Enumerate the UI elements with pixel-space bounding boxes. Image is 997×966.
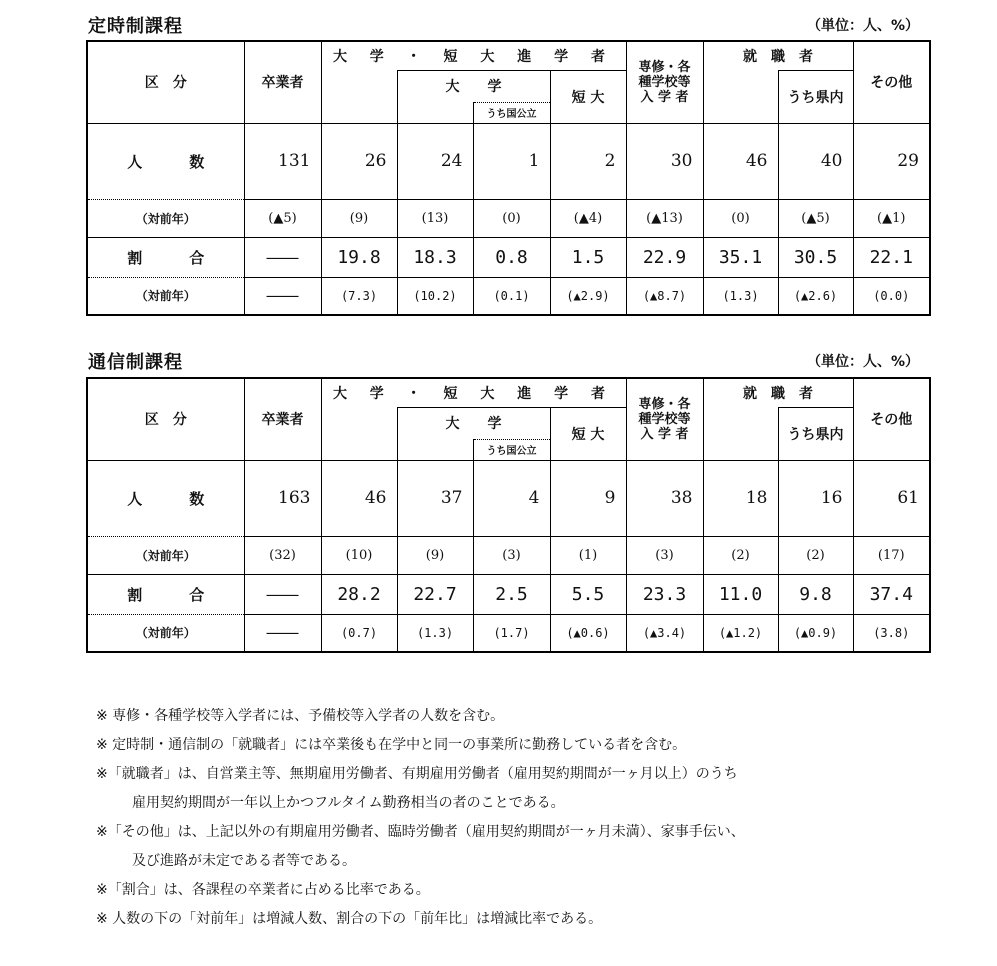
header-sonota: その他 [853,41,930,123]
cell-value: 9 [550,460,626,536]
note-item-continued: 雇用契約期間が一年以上かつフルタイム勤務相当の者のことである。 [132,795,565,811]
cell-value: 37 [397,460,473,536]
header-blank-total [321,407,397,460]
cell-diff: (13) [397,199,473,237]
row-label-ninzu: 人 数 [87,123,244,199]
cell-dash: ―― [244,574,321,614]
header-sonota: その他 [853,378,930,460]
header-kokkoritsu: うち国公立 [473,102,550,123]
cell-diff: (2) [778,536,853,574]
note-item: ※ 人数の下の「対前年」は増減人数、割合の下の「前年比」は増減比率である。 [96,911,603,927]
header-kubun: 区 分 [87,41,244,123]
cell-diff: (▲5) [778,199,853,237]
cell-value: 131 [244,123,321,199]
cell-diff: (▲2.9) [550,277,626,315]
cell-value: 19.8 [321,237,397,277]
header-senshu: 専修・各 種学校等 入 学 者 [626,378,703,460]
cell-diff: (▲8.7) [626,277,703,315]
note-item: ※「割合」は、各課程の卒業者に占める比率である。 [96,882,430,898]
cell-value: 23.3 [626,574,703,614]
row-label-taizennen: （対前年） [87,614,244,652]
section-title-tsushin: 通信制課程 [88,352,183,373]
cell-value: 30.5 [778,237,853,277]
header-sotsugyo: 卒業者 [244,378,321,460]
cell-diff: (0.0) [853,277,930,315]
cell-value: 9.8 [778,574,853,614]
cell-value: 5.5 [550,574,626,614]
header-blank-shushoku [703,70,778,123]
cell-diff: (3.8) [853,614,930,652]
cell-value: 0.8 [473,237,550,277]
cell-value: 30 [626,123,703,199]
cell-diff: (▲0.9) [778,614,853,652]
row-label-taizennen: （対前年） [87,199,244,237]
cell-diff: (1.3) [397,614,473,652]
cell-diff: (0.1) [473,277,550,315]
cell-diff: (▲3.4) [626,614,703,652]
cell-value: 11.0 [703,574,778,614]
unit-label-tsushin: （単位：人、%） [806,354,919,370]
cell-value: 18.3 [397,237,473,277]
cell-diff: (▲1) [853,199,930,237]
cell-value: 29 [853,123,930,199]
cell-value: 1 [473,123,550,199]
cell-diff: (▲2.6) [778,277,853,315]
row-label-wariai: 割 合 [87,574,244,614]
cell-diff: (▲0.6) [550,614,626,652]
cell-diff: (▲5) [244,199,321,237]
cell-diff: (10.2) [397,277,473,315]
header-tandai: 短 大 [550,70,626,123]
note-item: ※ 専修・各種学校等入学者には、予備校等入学者の人数を含む。 [96,708,505,724]
note-item-continued: 及び進路が未定である者等である。 [132,853,356,869]
cell-diff: (3) [473,536,550,574]
header-sotsugyo: 卒業者 [244,41,321,123]
cell-value: 1.5 [550,237,626,277]
header-daigaku-tandai: 大 学 ・ 短 大 進 学 者 [321,41,626,70]
note-item: ※ 定時制・通信制の「就職者」には卒業後も在学中と同一の事業所に勤務している者を含む。 [96,737,687,753]
row-label-taizennen: （対前年） [87,536,244,574]
cell-diff: (1.3) [703,277,778,315]
header-kennai: うち県内 [778,407,853,460]
header-kubun: 区 分 [87,378,244,460]
header-kokkoritsu: うち国公立 [473,439,550,460]
cell-diff: (▲13) [626,199,703,237]
header-senshu: 専修・各 種学校等 入 学 者 [626,41,703,123]
header-blank-daigaku [397,439,473,460]
header-blank-shushoku [703,407,778,460]
cell-value: 37.4 [853,574,930,614]
cell-diff: (1) [550,536,626,574]
cell-dash: ―― [244,237,321,277]
cell-dash: ―― [244,277,321,315]
header-shushoku: 就 職 者 [703,41,853,70]
cell-diff: (9) [397,536,473,574]
cell-value: 2.5 [473,574,550,614]
cell-value: 163 [244,460,321,536]
cell-value: 26 [321,123,397,199]
cell-value: 16 [778,460,853,536]
cell-diff: (0) [473,199,550,237]
unit-label-teiji: （単位：人、%） [806,18,919,34]
header-blank-total [321,70,397,123]
footnotes [96,702,936,934]
row-label-ninzu: 人 数 [87,460,244,536]
cell-diff: (3) [626,536,703,574]
header-daigaku: 大 学 [397,407,550,439]
cell-diff: (0) [703,199,778,237]
cell-value: 40 [778,123,853,199]
note-item: ※「その他」は、上記以外の有期雇用労働者、臨時労働者（雇用契約期間が一ヶ月未満）、家事手伝い、 [96,824,745,840]
cell-value: 4 [473,460,550,536]
cell-diff: (9) [321,199,397,237]
cell-diff: (2) [703,536,778,574]
cell-value: 2 [550,123,626,199]
cell-diff: (▲4) [550,199,626,237]
cell-value: 22.9 [626,237,703,277]
header-daigaku: 大 学 [397,70,550,102]
table-tsushin [86,377,931,653]
cell-value: 24 [397,123,473,199]
cell-diff: (17) [853,536,930,574]
header-daigaku-tandai: 大 学 ・ 短 大 進 学 者 [321,378,626,407]
table-teiji [86,40,931,316]
cell-dash: ―― [244,614,321,652]
cell-diff: (10) [321,536,397,574]
cell-value: 61 [853,460,930,536]
cell-value: 35.1 [703,237,778,277]
cell-value: 22.7 [397,574,473,614]
cell-diff: (0.7) [321,614,397,652]
note-item: ※「就職者」は、自営業主等、無期雇用労働者、有期雇用労働者（雇用契約期間が一ヶ月以上）のうち [96,766,738,782]
cell-diff: (1.7) [473,614,550,652]
header-blank-daigaku [397,102,473,123]
header-shushoku: 就 職 者 [703,378,853,407]
cell-value: 28.2 [321,574,397,614]
cell-diff: (▲1.2) [703,614,778,652]
cell-diff: (7.3) [321,277,397,315]
cell-value: 46 [321,460,397,536]
header-kennai: うち県内 [778,70,853,123]
cell-diff: (32) [244,536,321,574]
row-label-taizennen: （対前年） [87,277,244,315]
row-label-wariai: 割 合 [87,237,244,277]
cell-value: 38 [626,460,703,536]
cell-value: 22.1 [853,237,930,277]
cell-value: 18 [703,460,778,536]
cell-value: 46 [703,123,778,199]
header-tandai: 短 大 [550,407,626,460]
section-title-teiji: 定時制課程 [88,16,183,37]
